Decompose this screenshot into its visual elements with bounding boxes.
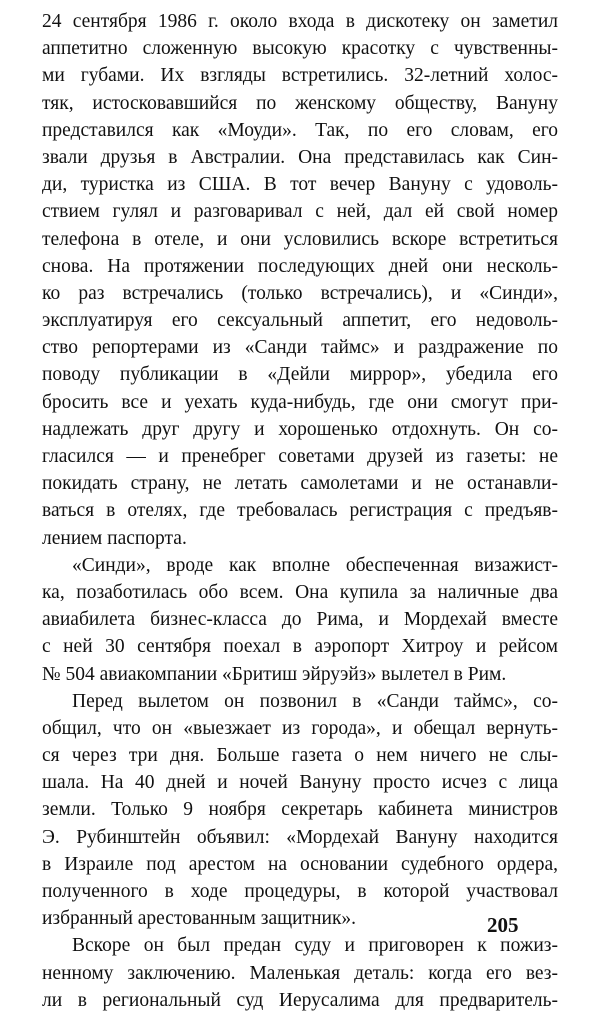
text-line: ненному заключению. Маленькая деталь: когда его вез-: [42, 962, 558, 984]
text-line: покидать страну, не летать самолетами и не останавли-: [42, 473, 558, 495]
text-line: эксплуатируя его сексуальный аппетит, его недоволь-: [42, 310, 558, 332]
text-line: ли в региональный суд Иерусалима для предваритель-: [42, 989, 558, 1011]
text-line: в Израиле под арестом на основании судебного ордера,: [42, 853, 558, 875]
text-line: Перед вылетом он позвонил в «Санди таймс», со-: [72, 690, 558, 712]
text-line: бросить все и уехать куда-нибудь, где они смогут при-: [42, 391, 558, 413]
text-line: гласился — и пренебрег советами друзей из газеты: не: [42, 446, 558, 467]
text-line: избранный арестованным защитник».: [42, 908, 357, 930]
page-number: 205: [487, 913, 519, 937]
paragraph: [42, 932, 558, 1014]
text-line: № 504 авиакомпании «Бритиш эйруэйз» вылетел в Рим.: [42, 663, 507, 685]
text-line: аппетитно сложенную высокую красотку с чувственны-: [42, 38, 558, 60]
book-page-text: [42, 8, 558, 1014]
text-line: полученного в ходе процедуры, в которой участвовал: [42, 881, 558, 902]
text-line: Э. Рубинштейн объявил: «Мордехай Вануну находится: [42, 826, 558, 848]
text-line: с ней 30 сентября поехал в аэропорт Хитроу и рейсом: [42, 636, 558, 658]
text-line: ся через три дня. Больше газета о нем ничего не слы-: [42, 745, 558, 767]
paragraph: [42, 8, 558, 552]
text-line: ствием гулял и разговаривал с ней, дал ей свой номер: [42, 201, 558, 223]
text-line: 24 сентября 1986 г. около входа в дискотеку он заметил: [42, 11, 558, 32]
text-line: «Синди», вроде как вполне обеспеченная визажист-: [72, 554, 558, 576]
text-line: ка, позаботилась обо всем. Она купила за наличные два: [42, 581, 558, 603]
paragraph: [42, 688, 558, 933]
text-line: надлежать друг другу и хорошенько отдохнуть. Он со-: [42, 418, 558, 440]
text-line: тяк, истосковавшийся по женскому обществу, Вануну: [42, 92, 558, 114]
text-line: Вскоре он был предан суду и приговорен к пожиз-: [72, 935, 558, 957]
paragraph: [42, 552, 558, 688]
text-line: представился как «Моуди». Так, по его словам, его: [42, 119, 558, 141]
text-line: ство репортерами из «Санди таймс» и раздражение по: [42, 337, 558, 359]
text-line: шала. На 40 дней и ночей Вануну просто исчез с лица: [42, 772, 558, 794]
text-line: снова. На протяжении последующих дней они несколь-: [42, 255, 558, 277]
text-line: поводу публикации в «Дейли миррор», убедила его: [42, 364, 558, 386]
text-line: звали друзья в Австралии. Она представилась как Син-: [42, 146, 558, 168]
text-line: ко раз встречались (только встречались), и «Синди»,: [42, 282, 558, 304]
text-line: ваться в отелях, где требовалась регистрация с предъяв-: [42, 500, 558, 522]
text-line: ми губами. Их взгляды встретились. 32-летний холос-: [42, 65, 558, 87]
text-line: земли. Только 9 ноября секретарь кабинета министров: [42, 799, 558, 821]
text-line: лением паспорта.: [42, 527, 187, 549]
text-line: общил, что он «выезжает из города», и обещал вернуть-: [42, 717, 558, 739]
text-line: телефона в отеле, и они условились вскоре встретиться: [42, 228, 558, 250]
text-line: авиабилета бизнес-класса до Рима, и Мордехай вместе: [42, 609, 558, 631]
text-line: ди, туристка из США. В тот вечер Вануну с удоволь-: [42, 174, 558, 196]
